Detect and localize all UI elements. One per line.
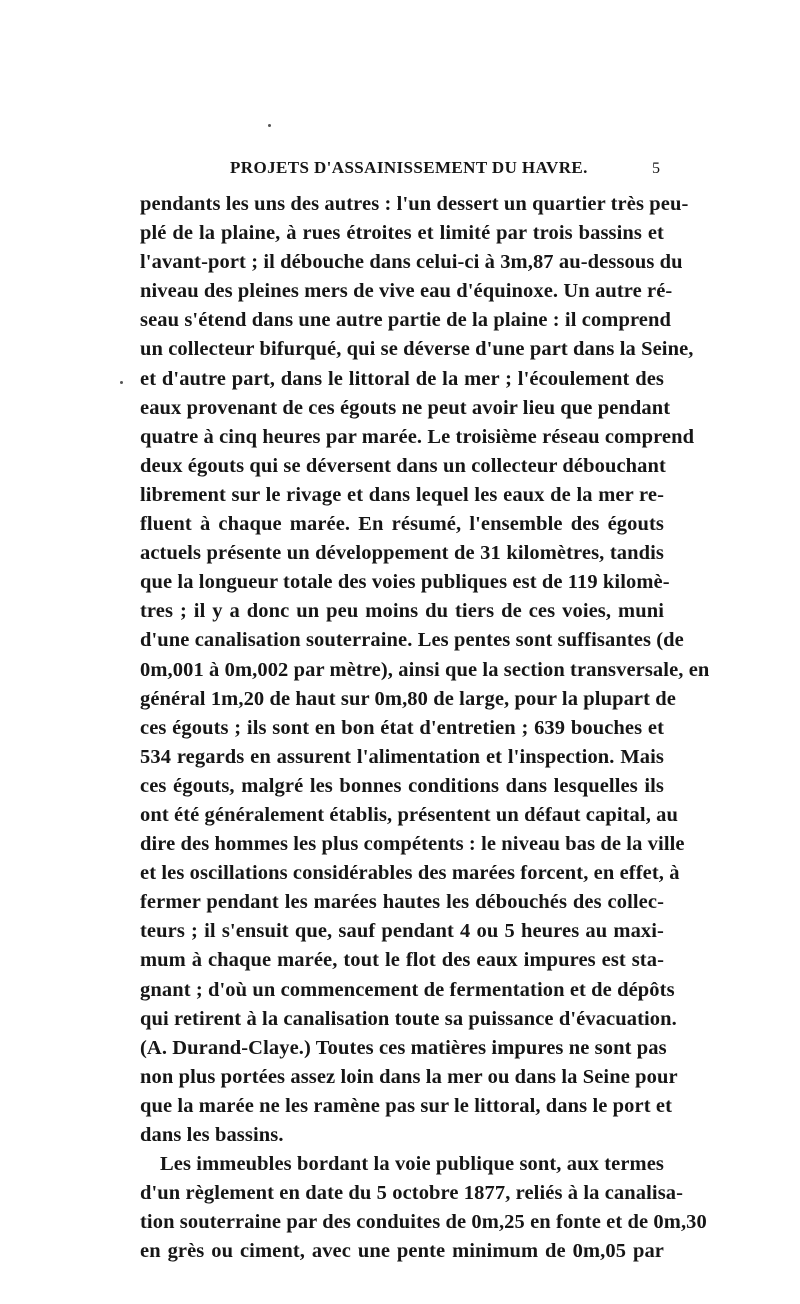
text-line: actuels présente un développement de 31 kilomètres, tandis: [140, 542, 664, 565]
text-line: eaux provenant de ces égouts ne peut avoir lieu que pendant: [140, 396, 671, 419]
text-line: quatre à cinq heures par marée. Le troisième réseau comprend: [140, 425, 695, 448]
text-line: mum à chaque marée, tout le flot des eaux impures est sta-: [140, 949, 664, 972]
text-line: qui retirent à la canalisation toute sa puissance d'évacuation.: [140, 1007, 677, 1030]
text-line: (A. Durand-Claye.) Toutes ces matières impures ne sont pas: [140, 1036, 667, 1059]
text-line: niveau des pleines mers de vive eau d'équinoxe. Un autre ré-: [140, 280, 673, 303]
text-line: tion souterraine par des conduites de 0m,25 en fonte et de 0m,30: [140, 1211, 707, 1234]
text-line: ces égouts ; ils sont en bon état d'entretien ; 639 bouches et: [140, 716, 664, 739]
text-line: fluent à chaque marée. En résumé, l'ensemble des égouts: [140, 513, 664, 536]
text-line: deux égouts qui se déversent dans un collecteur débouchant: [140, 454, 666, 477]
text-line: que la marée ne les ramène pas sur le littoral, dans le port et: [140, 1094, 673, 1117]
text-line: pendants les uns des autres : l'un dessert un quartier très peu-: [140, 193, 689, 215]
body-text: [140, 190, 710, 1266]
text-line: fermer pendant les marées hautes les débouchés des collec-: [140, 891, 664, 914]
text-line: gnant ; d'où un commencement de fermentation et de dépôts: [140, 978, 675, 1001]
print-speck: [268, 124, 271, 127]
text-line: plé de la plaine, à rues étroites et limité par trois bassins et: [140, 222, 664, 245]
page-number: 5: [652, 160, 660, 177]
text-line: général 1m,20 de haut sur 0m,80 de large, pour la plupart de: [140, 687, 676, 710]
text-line: teurs ; il s'ensuit que, sauf pendant 4 ou 5 heures au maxi-: [140, 920, 664, 943]
text-line: dire des hommes les plus compétents : le niveau bas de la ville: [140, 833, 685, 856]
text-line: ont été généralement établis, présentent un défaut capital, au: [140, 803, 678, 826]
text-line: 0m,001 à 0m,002 par mètre), ainsi que la section transversale, en: [140, 658, 710, 681]
text-line: 534 regards en assurent l'alimentation et l'inspection. Mais: [140, 745, 664, 768]
text-line: seau s'étend dans une autre partie de la plaine : il comprend: [140, 309, 671, 332]
page-header: [140, 158, 660, 184]
text-line: dans les bassins.: [140, 1124, 284, 1146]
text-line: d'une canalisation souterraine. Les pentes sont suffisantes (de: [140, 629, 684, 652]
text-line: que la longueur totale des voies publiques est de 119 kilomè-: [140, 571, 670, 594]
text-line: l'avant-port ; il débouche dans celui-ci à 3m,87 au-dessous du: [140, 251, 683, 274]
text-line: en grès ou ciment, avec une pente minimum de 0m,05 par: [140, 1240, 664, 1263]
text-line: d'un règlement en date du 5 octobre 1877, reliés à la canalisa-: [140, 1182, 684, 1205]
text-line: et d'autre part, dans le littoral de la mer ; l'écoulement des: [140, 367, 664, 390]
text-line: Les immeubles bordant la voie publique sont, aux termes: [160, 1153, 664, 1176]
text-line: ces égouts, malgré les bonnes conditions dans lesquelles ils: [140, 774, 664, 797]
text-line: non plus portées assez loin dans la mer ou dans la Seine pour: [140, 1065, 678, 1088]
print-speck: [120, 381, 123, 384]
running-head: PROJETS D'ASSAINISSEMENT DU HAVRE.: [230, 158, 588, 177]
text-line: tres ; il y a donc un peu moins du tiers de ces voies, muni: [140, 600, 664, 623]
text-line: un collecteur bifurqué, qui se déverse d'une part dans la Seine,: [140, 338, 694, 361]
text-line: et les oscillations considérables des marées forcent, en effet, à: [140, 862, 680, 885]
text-line: librement sur le rivage et dans lequel les eaux de la mer re-: [140, 483, 664, 506]
